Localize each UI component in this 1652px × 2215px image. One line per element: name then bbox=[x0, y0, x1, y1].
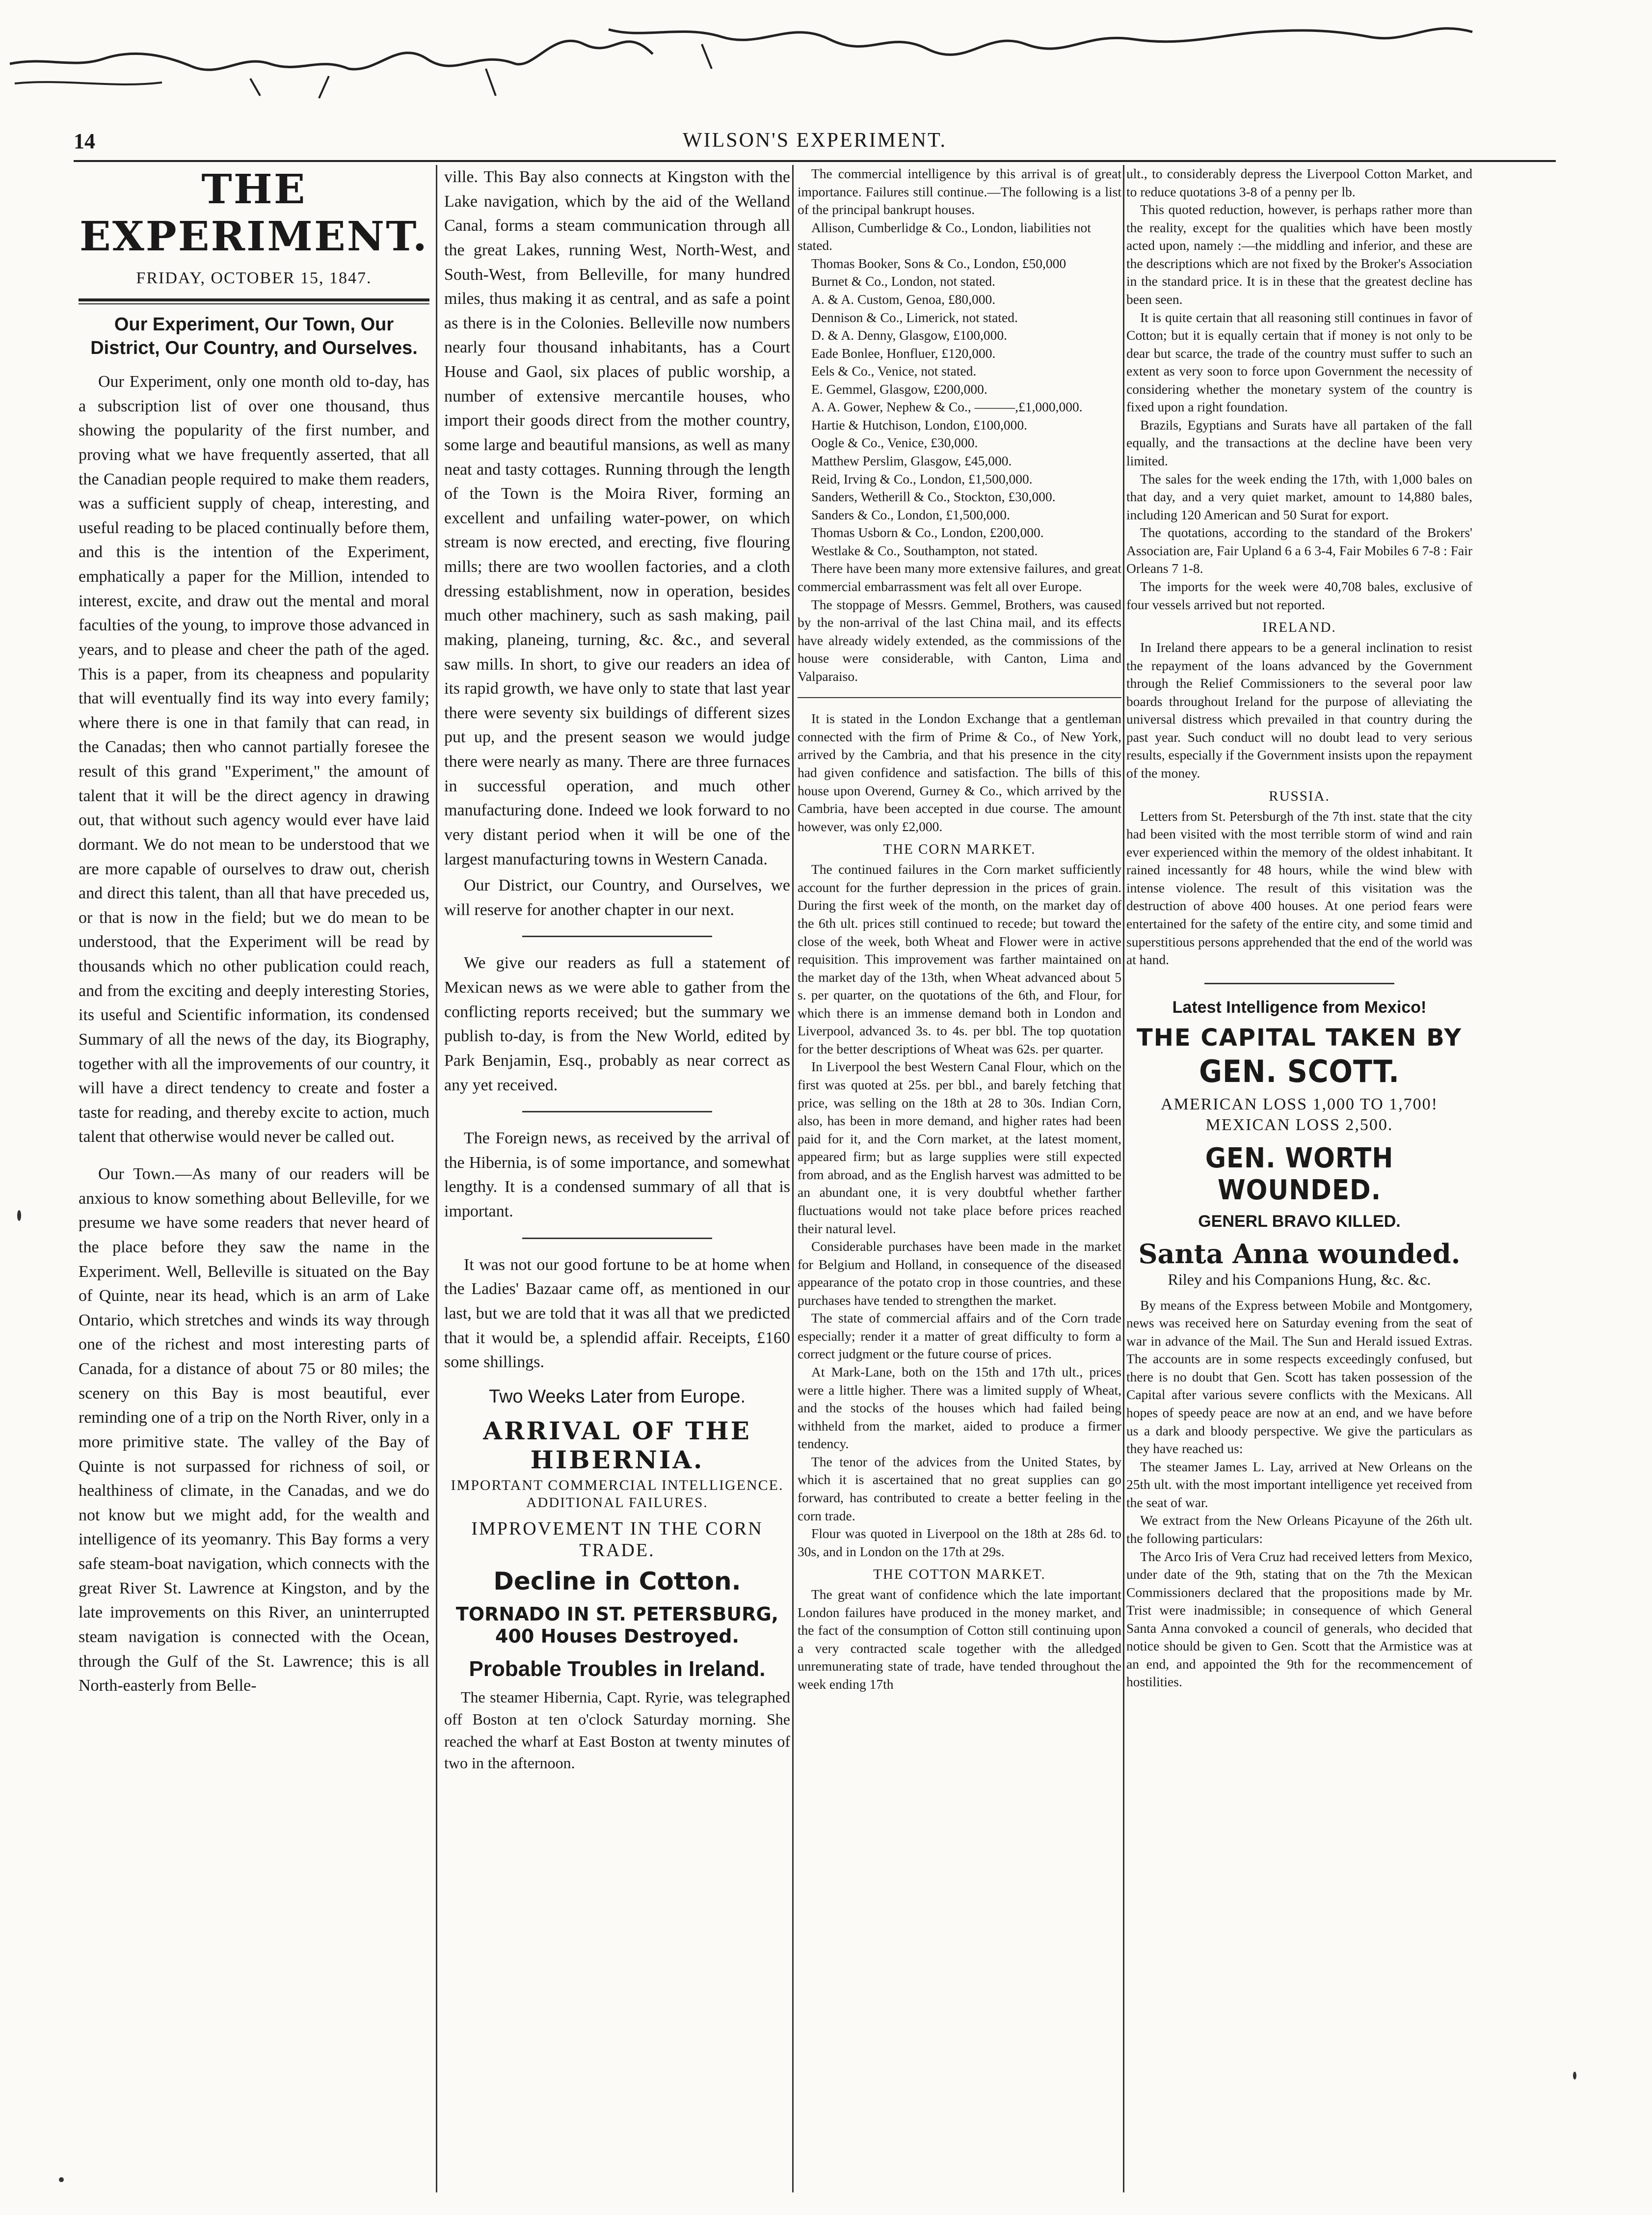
divider bbox=[798, 697, 1121, 698]
article-paragraph: In Ireland there appears to be a general inclination to resist the repayment of the loans advanced by the Government through the Relief Commissioners to the several poor law boards throughout Ireland for the purpose of alleviating the universal distress which prevailed in that country during the past year. Such conduct will no doubt lead to very serious results, especially if the Government insists upon the repayment of the money. bbox=[1126, 640, 1472, 781]
ink-speck bbox=[17, 1210, 21, 1221]
article-paragraph: Our District, our Country, and Ourselves, we will reserve for another chapter in our next. bbox=[444, 876, 790, 919]
article-paragraph: The stoppage of Messrs. Gemmel, Brothers, was caused by the non-arrival of the last China mail, and its effects have already widely extended, as the commissions of the house were considerable, with Canton, Lima and Valparaiso. bbox=[798, 596, 1121, 684]
ink-speck bbox=[59, 2177, 64, 2182]
list-item: Thomas Usborn & Co., London, £200,000. bbox=[811, 525, 1044, 540]
article-paragraph: The quotations, according to the standard of the Brokers' Association are, Fair Upland 6 a 6 3-4, Fair Mobiles 6 7-8 : Fair Orleans 7 1-8. bbox=[1126, 525, 1472, 576]
article-paragraph: The continued failures in the Corn market sufficiently account for the further depression in the prices of grain. During the first week of the month, on the market day of the 6th ult. prices still continued to recede; but toward the close of the week, both Wheat and Flower were in active requisition. This improvement was farther maintained on the market day of the 13th, when Wheat advanced about 5 s. per quarter, on the quotations of the 6th, and Flour, for which there is an immense demand both in London and Liverpool, advanced 3s. to 4s. per bbl. The top quotation for the better descriptions of Wheat was 62s. per quarter. bbox=[798, 862, 1121, 1056]
article-paragraph: The Arco Iris of Vera Cruz had received letters from Mexico, under date of the 9th, stating that on the 7th the Mexican Commissioners declared that the propositions made by Mr. Trist were inadmissible; in consequence of which General Santa Anna convoked a council of generals, who decided that notice should be given to Gen. Scott that the Armistice was at an end, and appointed the 9th for the recommencement of hostilities. bbox=[1126, 1548, 1472, 1690]
cotton-subhead: Decline in Cotton. bbox=[493, 1567, 741, 1595]
commercial-subhead: IMPORTANT COMMERCIAL INTELLIGENCE. bbox=[451, 1477, 784, 1493]
failures-list bbox=[798, 219, 1121, 560]
divider bbox=[522, 1111, 713, 1112]
page-number: 14 bbox=[74, 129, 95, 153]
hibernia-headline: ARRIVAL OF THE HIBERNIA. bbox=[483, 1416, 751, 1474]
corn-subhead: IMPROVEMENT IN THE CORN TRADE. bbox=[471, 1518, 763, 1561]
article-paragraph: ville. This Bay also connects at Kingston with the Lake navigation, which by the aid of the Welland Canal, forms a steam communication through all the great Lakes, running West, North-West, and South-West, from Belleville, for many hundred miles, thus making it as central, and as safe a point as there is in the Colonies. Belleville now numbers nearly four thousand inhabitants, has a Court House and Gaol, six places of public worship, a number of extensive mercantile houses, who import their goods direct from the mother country, some large and beautiful mansions, as well as many neat and tasty cottages. Running through the length of the Town is the Moira River, forming an excellent and unfailing water-power, on which stream is now erected, and erecting, five flouring mills; there are two woollen factories, and a cloth dressing establishment, now in operation, besides much other machinery, such as sash making, pail making, planeing, turning, &c. &c., and several saw mills. In short, to give our readers an idea of its rapid growth, we have only to state that last year there were seventy six buildings of different sizes put up, and the present season we would judge there were nearly as many. There are three furnaces in successful operation, and much other manufacturing done. Indeed we look forward to no very distant period when it will be one of the largest manufacturing towns in Western Canada. bbox=[444, 168, 790, 868]
mexico-headline: Latest Intelligence from Mexico! bbox=[1172, 998, 1427, 1017]
header-rule bbox=[74, 160, 1556, 162]
article-paragraph: Our Town.—As many of our readers will be anxious to know something about Belleville, for we presume we have some readers that never heard of the place before they saw the name in the Experiment. Well, Belleville is situated on the Bay of Quinte, near its head, which is an arm of Lake Ontario, which stretches and winds its way through one of the richest and most interesting parts of Canada, for a distance of about 75 or 80 miles; the scenery on this Bay is most beautiful, ever reminding one of a trip on the North River, only in a more primitive state. The valley of the Bay of Quinte is not surpassed for richness of soil, or healthiness of climate, in the Canadas, and we do not know but we might add, for the wealth and intelligence of its yeomanry. This Bay forms a very safe steam-boat navigation, which connects with the great River St. Lawrence at Kingston, and by the late improvements on this River, an uninterrupted steam navigation is connected with the Ocean, through the Gulf of the St. Lawrence; this is all North-easterly from Belle- bbox=[79, 1165, 429, 1695]
article-paragraph: At Mark-Lane, both on the 15th and 17th ult., prices were a little higher. There was a limited supply of Wheat, and the stocks of the houses which had failed being withheld from the market, aided to produce a firmer tendency. bbox=[798, 1364, 1121, 1452]
column-4 bbox=[1126, 165, 1472, 2190]
american-loss: AMERICAN LOSS 1,000 TO 1,700! bbox=[1161, 1095, 1438, 1113]
failures-subhead: ADDITIONAL FAILURES. bbox=[526, 1494, 708, 1511]
article-paragraph: There have been many more extensive failures, and great commercial embarrassment was felt all over Europe. bbox=[798, 561, 1121, 594]
article-paragraph: The sales for the week ending the 17th, with 1,000 bales on that day, and a very quiet market, amount to 14,880 bales, including 120 American and 50 Surat for export. bbox=[1126, 471, 1472, 522]
worth-headline: GEN. WORTH WOUNDED. bbox=[1205, 1142, 1394, 1206]
list-item: Reid, Irving & Co., London, £1,500,000. bbox=[811, 471, 1033, 486]
handwritten-scribble bbox=[5, 10, 1492, 108]
divider bbox=[79, 303, 429, 304]
santa-anna-headline: Santa Anna wounded. bbox=[1138, 1238, 1461, 1270]
ink-speck bbox=[1573, 2072, 1576, 2080]
running-title: WILSON'S EXPERIMENT. bbox=[682, 129, 947, 152]
section-title: RUSSIA. bbox=[1269, 788, 1330, 804]
list-item: D. & A. Denny, Glasgow, £100,000. bbox=[811, 327, 1007, 343]
column-3 bbox=[798, 165, 1121, 2190]
list-item: Eels & Co., Venice, not stated. bbox=[811, 363, 977, 379]
capital-headline: THE CAPITAL TAKEN BY bbox=[1136, 1024, 1463, 1052]
list-item: E. Gemmel, Glasgow, £200,000. bbox=[811, 381, 987, 397]
article-paragraph: By means of the Express between Mobile and Montgomery, news was received here on Saturday evening from the seat of war in advance of the Mail. The Sun and Herald issued Extras. The accounts are in some respects exceedingly confused, but there is no doubt that Gen. Scott has taken possession of the Capital after various severe conflicts with the Mexicans. All hopes of speedy peace are now at an end, and we have before us a dark and bloody perspective. We give the particulars as they have reached us: bbox=[1126, 1297, 1472, 1457]
article-paragraph: The Foreign news, as received by the arrival of the Hibernia, is of some importance, and somewhat lengthy. It is a condensed summary of all that is important. bbox=[444, 1129, 790, 1220]
ireland-subhead: Probable Troubles in Ireland. bbox=[469, 1656, 766, 1681]
section-title: THE COTTON MARKET. bbox=[873, 1567, 1046, 1583]
list-item: Thomas Booker, Sons & Co., London, £50,000 bbox=[811, 255, 1066, 271]
article-paragraph: The tenor of the advices from the United States, by which it is ascertained that no great supplies can go forward, has contributed to create a better feeling in the corn trade. bbox=[798, 1454, 1121, 1523]
article-paragraph: The imports for the week were 40,708 bales, exclusive of four vessels arrived but not reported. bbox=[1126, 578, 1472, 612]
list-item: Sanders, Wetherill & Co., Stockton, £30,000. bbox=[811, 489, 1056, 505]
article-headline: Our Experiment, Our Town, Our District, Our Country, and Ourselves. bbox=[90, 314, 418, 358]
article-paragraph: Our Experiment, only one month old to-day, has a subscription list of over one thousand, thus showing the popularity of the first number, and proving what we have frequently asserted, that all the Canadian people required to make them readers, was a sufficient supply of cheap, interesting, and useful reading to be placed continually before them, and this is the intention of the Experiment, emphatically a paper for the Million, intended to interest, excite, and draw out the mental and moral faculties of the young, to improve those advanced in years, and to please and cheer the path of the aged. This is a paper, from its cheapness and popularity that will eventually find its way into every family; where there is one in that family that can read, in the Canadas; then who cannot partially foresee the result of this grand "Experiment," the amount of talent that it will be the direct agency in drawing out, that without such agency would ever have laid dormant. We do not mean to be understood that we are more capable of ourselves to draw out, cherish and direct this talent, than all that have preceded us, or that is now in the field; but we do mean to be understood, that the Experiment will be read by thousands which no other publication could reach, and from the exciting and deeply interesting Stories, its useful and Scientific information, its condensed Summary of all the news of the day, its Biography, together with all the improvements of our country, it will have a direct tendency to create and foster a taste for reading, and thereby excite to action, much talent that otherwise would never be called out. bbox=[79, 373, 429, 1146]
article-paragraph: Brazils, Egyptians and Surats have all partaken of the fall equally, and the transactions at the decline have been very limited. bbox=[1126, 417, 1472, 468]
list-item: Dennison & Co., Limerick, not stated. bbox=[811, 309, 1018, 325]
masthead: THE EXPERIMENT. bbox=[80, 166, 428, 260]
column-rule bbox=[792, 165, 794, 2192]
riley-subhead: Riley and his Companions Hung, &c. &c. bbox=[1168, 1270, 1431, 1288]
section-title: THE CORN MARKET. bbox=[883, 841, 1036, 858]
article-paragraph: The state of commercial affairs and of the Corn trade especially; render it a matter of great difficulty to form a correct judgment or the future course of prices. bbox=[798, 1310, 1121, 1362]
list-item: Hartie & Hutchison, London, £100,000. bbox=[811, 417, 1027, 432]
list-item: Westlake & Co., Southampton, not stated. bbox=[811, 542, 1038, 558]
dateline: FRIDAY, OCTOBER 15, 1847. bbox=[136, 269, 372, 287]
list-item: Sanders & Co., London, £1,500,000. bbox=[811, 507, 1010, 522]
divider bbox=[522, 1238, 713, 1239]
article-paragraph: The commercial intelligence by this arrival is of great importance. Failures still continue.—The following is a list of the principal bankrupt houses. bbox=[798, 166, 1121, 217]
divider bbox=[79, 298, 429, 301]
article-paragraph: We give our readers as full a statement of Mexican news as we were able to gather from the conflicting reports received; but the summary we publish to-day, is from the New World, edited by Park Benjamin, Esq., probably as near correct as any yet received. bbox=[444, 954, 790, 1094]
article-paragraph: This quoted reduction, however, is perhaps rather more than the reality, except for the qualities which have been mostly acted upon, namely :—the middling and inferior, and these are the descriptions which are not fixed by the Broker's Association in the standard price. It is in these that the greatest decline has been seen. bbox=[1126, 202, 1472, 307]
bravo-subhead: GENERL BRAVO KILLED. bbox=[1198, 1212, 1401, 1231]
list-item: A. A. Gower, Nephew & Co., ———,£1,000,000. bbox=[811, 399, 1083, 415]
article-paragraph: The steamer Hibernia, Capt. Ryrie, was telegraphed off Boston at ten o'clock Saturday morning. She reached the wharf at East Boston at twenty minutes of two in the afternoon. bbox=[444, 1688, 790, 1772]
list-item: Burnet & Co., London, not stated. bbox=[811, 273, 996, 289]
column-rule bbox=[1123, 165, 1124, 2192]
column-2 bbox=[444, 165, 790, 2190]
article-paragraph: Considerable purchases have been made in the market for Belgium and Holland, in consequence of the diseased appearance of the potato crop in those countries, and these purchases have tended to strengthen the market. bbox=[798, 1239, 1121, 1308]
divider bbox=[522, 936, 713, 937]
list-item: A. & A. Custom, Genoa, £80,000. bbox=[811, 291, 996, 307]
article-paragraph: It was not our good fortune to be at home when the Ladies' Bazaar came off, as mentioned in our last, but we are told that it was all that we predicted that it would be, a splendid affair. Receipts, £160 some shillings. bbox=[444, 1255, 790, 1372]
europe-headline: Two Weeks Later from Europe. bbox=[488, 1386, 746, 1407]
divider bbox=[1204, 983, 1395, 984]
column-1 bbox=[79, 165, 429, 2190]
section-title: IRELAND. bbox=[1262, 620, 1336, 636]
article-paragraph: We extract from the New Orleans Picayune of the 26th ult. the following particulars: bbox=[1126, 1513, 1472, 1546]
article-paragraph: It is stated in the London Exchange that a gentleman connected with the firm of Prime & Co., of New York, arrived by the Cambria, and that his presence in the city had given confidence and satisfaction. The bills of this house upon Overend, Gurney & Co., which arrived by the Cambria, have been accepted in due course. The amount however, was only £2,000. bbox=[798, 711, 1121, 834]
column-rule bbox=[436, 165, 437, 2192]
article-paragraph: Letters from St. Petersburgh of the 7th inst. state that the city had been visited with the most terrible storm of wind and rain ever experienced within the memory of the oldest inhabitant. It rained incessantly for 48 hours, while the wind blew with intense violence. The result of this visitation was the destruction of above 400 houses. At one period fears were entertained for the safety of the entire city, and some timid and superstitious persons apprehended that the end of the world was at hand. bbox=[1126, 808, 1472, 968]
list-item: Allison, Cumberlidge & Co., London, liabilities not stated. bbox=[798, 219, 1091, 253]
article-paragraph: It is quite certain that all reasoning still continues in favor of Cotton; but it is equally certain that if money is not only to be dear but scarce, the trade of the country must suffer to such an extent as very soon to force upon Government the necessity of considering whether the monetary system of the country is fixed upon a right foundation. bbox=[1126, 309, 1472, 415]
article-paragraph: Flour was quoted in Liverpool on the 18th at 28s 6d. to 30s, and in London on the 17th at 29s. bbox=[798, 1526, 1121, 1559]
list-item: Eade Bonlee, Honfluer, £120,000. bbox=[811, 345, 996, 361]
tornado-subhead: TORNADO IN ST. PETERSBURG, 400 Houses Destroyed. bbox=[455, 1603, 779, 1648]
article-paragraph: The steamer James L. Lay, arrived at New Orleans on the 25th ult. with the most important intelligence yet received from the seat of war. bbox=[1126, 1459, 1472, 1510]
scott-headline: GEN. SCOTT. bbox=[1199, 1053, 1400, 1089]
article-paragraph: The great want of confidence which the late important London failures have produced in the money market, and the fact of the consumption of Cotton still continuing upon a very contracted scale together with the alledged unremunerating state of trade, have tended throughout the week ending 17th bbox=[798, 1587, 1121, 1692]
article-paragraph: In Liverpool the best Western Canal Flour, which on the first was quoted at 25s. per bbl., and barely fetching that price, was selling on the 18th at 28 to 30s. Indian Corn, also, has been in more demand, and higher rates had been paid for it, and the Corn market, at the latest moment, appeared firm; but as large supplies were still expected from abroad, and as the English harvest was admitted to be an abundant one, it is very doubtful whether farther fluctuations would not take place before prices reached their natural level. bbox=[798, 1059, 1121, 1236]
running-head bbox=[74, 129, 1556, 160]
list-item: Oogle & Co., Venice, £30,000. bbox=[811, 435, 978, 451]
list-item: Matthew Perslim, Glasgow, £45,000. bbox=[811, 453, 1012, 468]
mexican-loss: MEXICAN LOSS 2,500. bbox=[1205, 1115, 1393, 1134]
article-paragraph: ult., to considerably depress the Liverpool Cotton Market, and to reduce quotations 3-8 of a penny per lb. bbox=[1126, 166, 1472, 199]
